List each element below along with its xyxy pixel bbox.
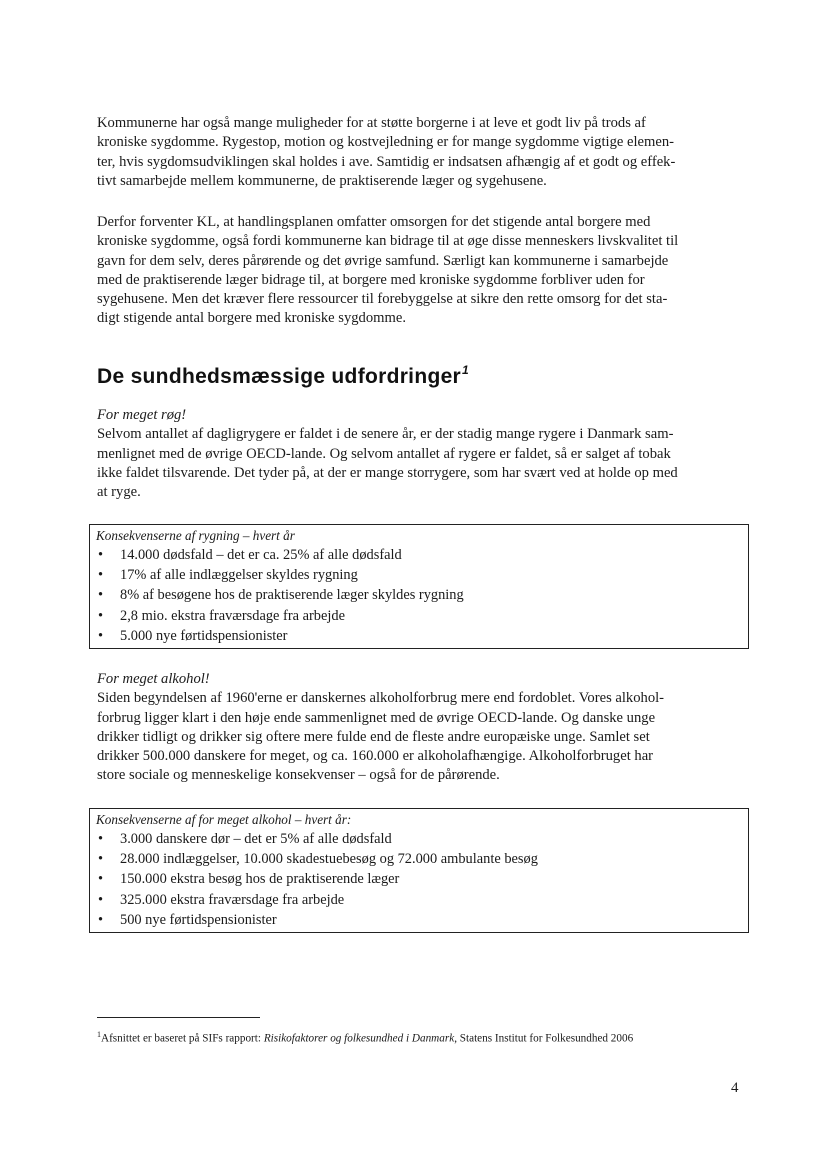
list-item [96,890,748,910]
list-item [96,869,748,889]
bullet-icon: • [98,547,104,563]
alcohol-consequences-box [89,808,749,933]
list-item-text: 2,8 mio. ekstra fraværsdage fra arbejde [120,607,345,624]
bullet-icon: • [98,911,104,928]
footnote-suffix: , Statens Institut for Folkesundhed 2006 [454,1032,634,1045]
section-heading-text: De sundhedsmæssige udfordringer [97,365,462,388]
text-line: gavn for dem selv, deres pårørende og det øvrige samfund. Særligt kan kommunerne i samarbejde [97,252,669,269]
smoking-consequences-box [89,524,749,649]
footnote-divider [97,1017,260,1018]
bullet-icon: • [98,851,104,868]
text-line: menlignet med de øvrige OECD-lande. Og selvom antallet af rygere er faldet, så er salget af tobak [97,445,671,462]
text-line: digt stigende antal borgere med kroniske sygdomme. [97,310,406,327]
list-item-text: 325.000 ekstra fraværsdage fra arbejde [120,891,345,908]
section-heading [97,363,469,389]
bullet-icon: • [98,871,104,888]
list-item [96,565,748,585]
footnote-report-title: Risikofaktorer og folkesundhed i Danmark [263,1032,455,1045]
text-line: Kommunerne har også mange muligheder for at støtte borgerne i at leve et godt liv på trods af [97,115,646,131]
text-line: drikker tidligt og drikker sig oftere mere fulde end de fleste andre europæiske unge. Samlet set [97,728,650,745]
list-item [96,545,748,565]
text-line: med de praktiserende læger bidrage til, at borgere med kroniske sygdomme forbliver uden for [97,271,645,288]
list-item-text: 14.000 dødsfald – det er ca. 25% af alle dødsfald [120,547,402,563]
footnote-mark: 1 [97,1030,101,1039]
list-item-text: 3.000 danskere dør – det er 5% af alle dødsfald [120,831,392,847]
text-line: Selvom antallet af dagligrygere er faldet i de senere år, er der stadig mange rygere i Danmark sam- [97,426,674,443]
list-item-text: 500 nye førtidspensionister [120,911,277,928]
footnote-reference[interactable]: 1 [462,363,470,377]
list-item [96,849,748,869]
bullet-icon: • [98,627,104,644]
text-line: forbrug ligger klart i den høje ende sammenlignet med de øvrige OECD-lande. Og danske unge [97,709,656,726]
alcohol-subtitle: For meget alkohol! [97,671,210,687]
page-number: 4 [731,1080,739,1096]
list-item [96,829,748,849]
smoking-consequences-list [96,545,748,646]
footnote [97,1030,633,1045]
alcohol-section [97,670,745,786]
footnote-prefix: Afsnittet er baseret på SIFs rapport: [101,1032,264,1045]
text-line: ter, hvis sygdomsudviklingen skal holdes i ave. Samtidig er indsatsen afhængig af et godt og effek- [97,153,676,170]
text-line: store sociale og menneskelige konsekvenser – også for de pårørende. [97,767,500,784]
text-line: at ryge. [97,484,141,501]
text-line: kroniske sygdomme, også fordi kommunerne kan bidrage til at øge disse menneskers livskvalitet til [97,233,679,250]
text-line: drikker 500.000 danskere for meget, og ca. 160.000 er alkoholafhængige. Alkoholforbruget har [97,748,654,765]
text-line: sygehusene. Men det kræver flere ressourcer til forebyggelse at sikre den rette omsorg for det sta- [97,291,668,308]
alcohol-consequences-list [96,829,748,930]
list-item [96,626,748,646]
intro-paragraph-1 [97,114,745,191]
text-line: Derfor forventer KL, at handlingsplanen omfatter omsorgen for det stigende antal borgere med [97,214,651,230]
text-line: ikke faldet tilsvarende. Det tyder på, at der er mange storrygere, som har svært ved at holde op med [97,464,678,481]
list-item-text: 8% af besøgene hos de praktiserende læger skyldes rygning [120,587,464,604]
list-item-text: 17% af alle indlæggelser skyldes rygning [120,567,358,584]
text-line: kroniske sygdomme. Rygestop, motion og kostvejledning er for mange sygdomme vigtige elemen- [97,134,674,151]
alcohol-box-title: Konsekvenserne af for meget alkohol – hvert år: [96,812,352,827]
list-item-text: 5.000 nye førtidspensionister [120,627,288,644]
intro-paragraph-2 [97,213,745,329]
bullet-icon: • [98,587,104,604]
bullet-icon: • [98,831,104,847]
bullet-icon: • [98,891,104,908]
smoking-box-title: Konsekvenserne af rygning – hvert år [96,528,295,543]
text-line: tivt samarbejde mellem kommunerne, de praktiserende læger og sygehusene. [97,172,547,189]
bullet-icon: • [98,567,104,584]
smoking-section [97,406,745,502]
list-item [96,585,748,605]
list-item [96,910,748,930]
list-item-text: 150.000 ekstra besøg hos de praktiserende læger [120,871,400,888]
list-item-text: 28.000 indlæggelser, 10.000 skadestuebesøg og 72.000 ambulante besøg [120,851,538,868]
smoking-subtitle: For meget røg! [97,407,187,423]
text-line: Siden begyndelsen af 1960'erne er danskernes alkoholforbrug mere end fordoblet. Vores alkohol- [97,690,665,707]
bullet-icon: • [98,607,104,624]
list-item [96,606,748,626]
